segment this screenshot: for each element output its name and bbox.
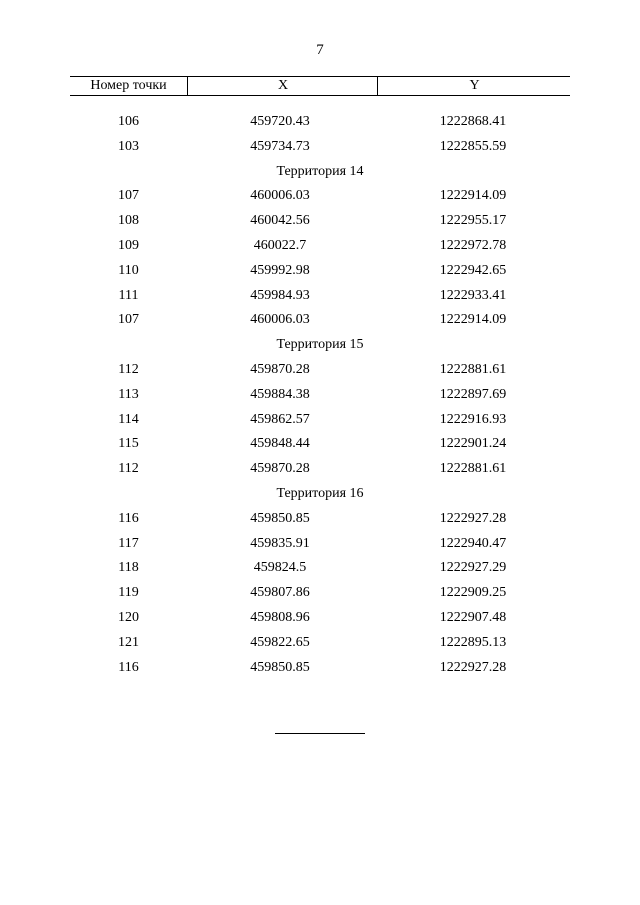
table-row [70, 209, 570, 234]
x-coordinate-cell: 459848.44 [250, 436, 310, 452]
y-coordinate-cell: 1222909.25 [439, 585, 507, 601]
table-row [70, 184, 570, 209]
x-coordinate-cell: 460042.56 [250, 213, 310, 229]
header-x: X [187, 77, 378, 95]
table-row [70, 581, 570, 606]
table-row [70, 432, 570, 457]
y-coordinate-cell: 1222907.48 [439, 609, 507, 625]
footer-divider [275, 733, 365, 734]
point-number-cell: 109 [118, 237, 139, 253]
x-coordinate-cell: 459822.65 [250, 634, 310, 650]
table-row [70, 110, 570, 135]
section-row [70, 482, 570, 507]
point-number-cell: 114 [118, 411, 139, 427]
point-number-cell: 106 [118, 114, 139, 129]
y-coordinate-cell: 1222855.59 [439, 138, 507, 154]
x-coordinate-cell: 459807.86 [250, 585, 310, 601]
point-number-cell: 116 [118, 659, 139, 675]
section-row [70, 160, 570, 185]
table-row [70, 656, 570, 681]
table-row [70, 532, 570, 557]
point-number-cell: 103 [118, 138, 139, 154]
y-coordinate-cell: 1222895.13 [439, 634, 507, 650]
point-number-cell: 112 [118, 361, 139, 377]
y-coordinate-cell: 1222868.41 [439, 114, 507, 129]
x-coordinate-cell: 459808.96 [250, 609, 310, 625]
x-coordinate-cell: 459850.85 [250, 659, 310, 675]
table-row [70, 284, 570, 309]
header-y: Y [377, 77, 571, 95]
table-row [70, 408, 570, 433]
x-coordinate-cell: 459824.5 [253, 560, 307, 576]
x-coordinate-cell: 460006.03 [250, 312, 310, 328]
point-number-cell: 113 [118, 386, 139, 402]
x-coordinate-cell: 460006.03 [250, 188, 310, 204]
x-coordinate-cell: 459984.93 [250, 287, 310, 303]
x-coordinate-cell: 459720.43 [250, 114, 310, 129]
point-number-cell: 115 [118, 436, 139, 452]
y-coordinate-cell: 1222933.41 [439, 287, 507, 303]
y-coordinate-cell: 1222955.17 [439, 213, 507, 229]
section-title: Территория 15 [276, 337, 364, 353]
y-coordinate-cell: 1222927.28 [439, 510, 507, 526]
y-coordinate-cell: 1222881.61 [439, 361, 507, 377]
x-coordinate-cell: 459870.28 [250, 361, 310, 377]
table-header [70, 76, 570, 96]
y-coordinate-cell: 1222914.09 [439, 188, 507, 204]
table-row [70, 507, 570, 532]
x-coordinate-cell: 460022.7 [253, 237, 307, 253]
table-row [70, 308, 570, 333]
page-number: 7 [316, 42, 324, 58]
y-coordinate-cell: 1222881.61 [439, 461, 507, 477]
table-row [70, 259, 570, 284]
point-number-cell: 111 [118, 287, 139, 303]
x-coordinate-cell: 459850.85 [250, 510, 310, 526]
section-title: Территория 14 [276, 163, 364, 179]
point-number-cell: 107 [118, 312, 139, 328]
table-row [70, 135, 570, 160]
point-number-cell: 119 [118, 585, 139, 601]
y-coordinate-cell: 1222927.28 [439, 659, 507, 675]
header-point-number: Номер точки [90, 78, 167, 93]
y-coordinate-cell: 1222972.78 [439, 237, 507, 253]
x-coordinate-cell: 459884.38 [250, 386, 310, 402]
table-row [70, 358, 570, 383]
x-coordinate-cell: 459835.91 [250, 535, 310, 551]
table-row [70, 457, 570, 482]
table-row [70, 606, 570, 631]
y-coordinate-cell: 1222916.93 [439, 411, 507, 427]
coordinates-table-body [70, 110, 570, 680]
point-number-cell: 108 [118, 213, 139, 229]
x-coordinate-cell: 459734.73 [250, 138, 310, 154]
y-coordinate-cell: 1222927.29 [439, 560, 507, 576]
point-number-cell: 110 [118, 262, 139, 278]
y-coordinate-cell: 1222901.24 [439, 436, 507, 452]
table-row [70, 383, 570, 408]
point-number-cell: 117 [118, 535, 139, 551]
x-coordinate-cell: 459992.98 [250, 262, 310, 278]
section-row [70, 333, 570, 358]
point-number-cell: 116 [118, 510, 139, 526]
section-title: Территория 16 [276, 485, 364, 501]
table-row [70, 234, 570, 259]
point-number-cell: 120 [118, 609, 139, 625]
y-coordinate-cell: 1222897.69 [439, 386, 507, 402]
y-coordinate-cell: 1222914.09 [439, 312, 507, 328]
point-number-cell: 112 [118, 461, 139, 477]
table-row [70, 556, 570, 581]
x-coordinate-cell: 459862.57 [250, 411, 310, 427]
x-coordinate-cell: 459870.28 [250, 461, 310, 477]
point-number-cell: 107 [118, 188, 139, 204]
point-number-cell: 118 [118, 560, 139, 576]
y-coordinate-cell: 1222940.47 [439, 535, 507, 551]
point-number-cell: 121 [118, 634, 139, 650]
y-coordinate-cell: 1222942.65 [439, 262, 507, 278]
table-row [70, 631, 570, 656]
